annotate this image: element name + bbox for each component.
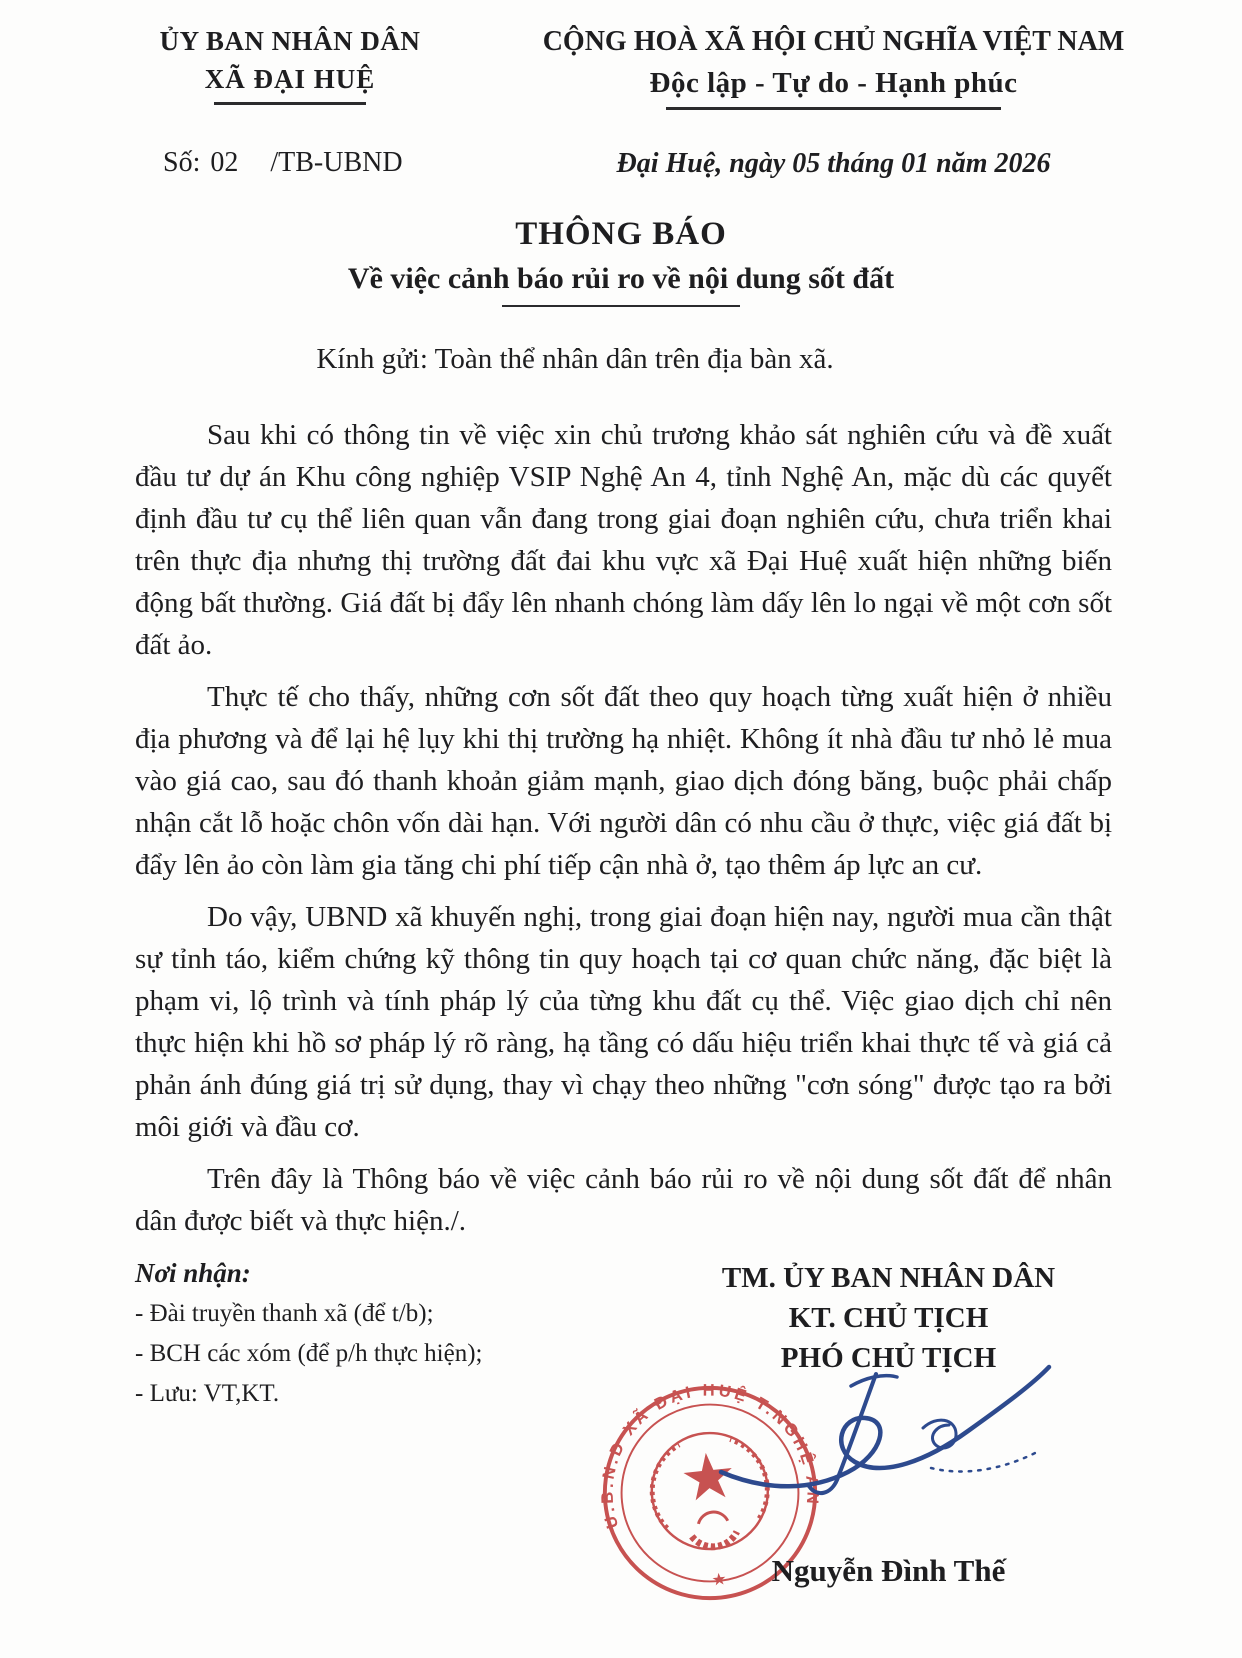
document-body bbox=[0, 414, 1242, 1242]
salutation-line: Kính gửi: Toàn thể nhân dân trên địa bàn xã. bbox=[316, 343, 834, 375]
place-date-line: Đại Huệ, ngày 05 tháng 01 năm 2026 bbox=[616, 148, 1051, 179]
national-title: CỘNG HOÀ XÃ HỘI CHỦ NGHĨA VIỆT NAM bbox=[542, 26, 1125, 57]
title-underline bbox=[502, 305, 740, 307]
motto-underline bbox=[666, 107, 1001, 110]
issuer-block bbox=[95, 26, 485, 180]
document-footer bbox=[0, 1258, 1242, 1654]
issuer-org-name: ỦY BAN NHÂN DÂN bbox=[159, 26, 421, 56]
recipient-item: - BCH các xóm (để p/h thực hiện); bbox=[135, 1340, 483, 1367]
seal-bottom-star: ★ bbox=[710, 1569, 728, 1590]
handwritten-signature bbox=[713, 1358, 1057, 1514]
doc-subtitle: Về việc cảnh báo rủi ro về nội dung sốt đất bbox=[347, 262, 895, 295]
seal-star bbox=[682, 1450, 735, 1501]
doc-title: THÔNG BÁO bbox=[515, 216, 727, 252]
signing-position-line: PHÓ CHỦ TỊCH bbox=[780, 1342, 997, 1374]
body-paragraph: Do vậy, UBND xã khuyến nghị, trong giai đoạn hiện nay, người mua cần thật sự tỉnh táo, kiểm chứng kỹ thông tin quy hoạch tại cơ quan chức năng, đặc biệt là phạm vi, lộ trình và tính pháp lý của từng khu đất cụ thể. Việc giao dịch chỉ nên thực hiện khi hồ sơ pháp lý rõ ràng, hạ tầng có dấu hiệu triển khai thực tế và giá cả phản ánh đúng giá trị sử dụng, thay vì chạy theo những "cơn sóng" được tạo ra bởi môi giới và đầu cơ. bbox=[135, 901, 1112, 1143]
recipients-block bbox=[135, 1258, 605, 1654]
doc-number bbox=[95, 147, 485, 179]
svg-text:U.B.N.D XÃ ĐẠI HUỆ T.NGHỆ AN bbox=[586, 1369, 824, 1531]
doc-number-label: Số: bbox=[163, 147, 201, 178]
doc-number-value: 02 bbox=[210, 147, 239, 178]
national-header-block bbox=[485, 26, 1182, 180]
doc-number-suffix: /TB-UBND bbox=[270, 147, 403, 178]
national-motto: Độc lập - Tự do - Hạnh phúc bbox=[649, 67, 1018, 99]
body-paragraph: Thực tế cho thấy, những cơn sốt đất theo quy hoạch từng xuất hiện ở nhiều địa phương và để lại hệ lụy khi thị trường hạ nhiệt. Không ít nhà đầu tư nhỏ lẻ mua vào giá cao, sau đó thanh khoản giảm mạnh, giao dịch đóng băng, buộc phải chấp nhận cắt lỗ hoặc chôn vốn dài hạn. Với người dân có nhu cầu ở thực, việc giá đất bị đẩy lên ảo còn làm gia tăng chi phí tiếp cận nhà ở, tạo thêm áp lực an cư. bbox=[135, 681, 1112, 881]
title-block bbox=[0, 216, 1242, 307]
body-paragraph: Trên đây là Thông báo về việc cảnh báo rủi ro về nội dung sốt đất để nhân dân được biết và thực hiện./. bbox=[135, 1163, 1112, 1237]
signature-block bbox=[597, 1258, 1172, 1654]
issuer-underline bbox=[214, 102, 366, 105]
body-paragraph: Sau khi có thông tin về việc xin chủ trương khảo sát nghiên cứu và đề xuất đầu tư dự án Khu công nghiệp VSIP Nghệ An 4, tỉnh Nghệ An, mặc dù các quyết định đầu tư cụ thể liên quan vẫn đang trong giai đoạn nghiên cứu, chưa triển khai trên thực địa nhưng thị trường đất đai khu vực xã Đại Huệ xuất hiện những biến động bất thường. Giá đất bị đẩy lên nhanh chóng làm dấy lên lo ngại về một cơn sốt đất ảo. bbox=[135, 419, 1112, 661]
seal-ring-text: U.B.N.D XÃ ĐẠI HUỆ T.NGHỆ AN bbox=[597, 1380, 823, 1531]
signer-name: Nguyễn Đình Thế bbox=[771, 1553, 1006, 1588]
signing-authority-line: TM. ỦY BAN NHÂN DÂN bbox=[721, 1262, 1056, 1294]
document-header bbox=[0, 26, 1242, 180]
recipient-item: - Lưu: VT,KT. bbox=[135, 1380, 280, 1407]
signing-title-line: KT. CHỦ TỊCH bbox=[788, 1302, 989, 1334]
recipients-label: Nơi nhận: bbox=[135, 1258, 251, 1288]
issuer-commune-name: XÃ ĐẠI HUỆ bbox=[204, 64, 376, 94]
recipient-item: - Đài truyền thanh xã (để t/b); bbox=[135, 1300, 434, 1327]
